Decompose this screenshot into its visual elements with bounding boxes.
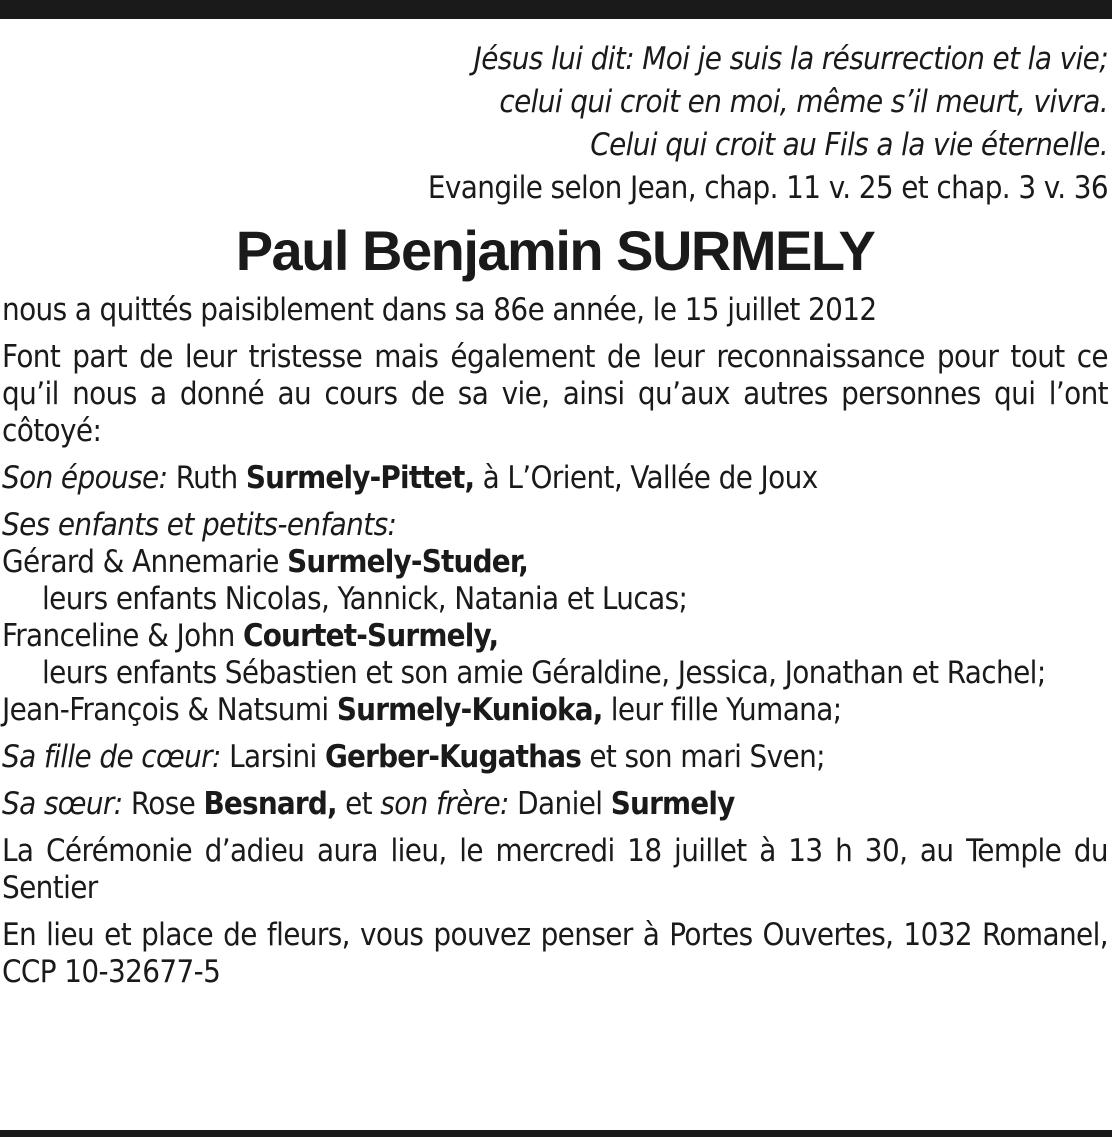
family-surname: Surmely-Studer, [287, 544, 529, 580]
family-child: leur fille Yumana; [610, 692, 842, 728]
grandchildren-line: leurs enfants Nicolas, Yannick, Natania et Lucas; [42, 581, 688, 617]
quote-line-2: celui qui croit en moi, même s’il meurt, vivra. [499, 84, 1108, 120]
family-first-names: Gérard & Annemarie [2, 544, 279, 580]
heart-daughter-surname: Gerber-Kugathas [324, 739, 582, 775]
quote-line-1: Jésus lui dit: Moi je suis la résurrection et la vie; [473, 41, 1108, 77]
spouse-first-name: Ruth [175, 460, 238, 496]
sister-first-name: Rose [130, 786, 196, 822]
sister-surname: Besnard, [203, 786, 337, 822]
family-surname: Courtet-Surmely, [243, 618, 499, 654]
spouse-label: Son épouse: [2, 460, 168, 496]
grandchildren-line: leurs enfants Sébastien et son amie Géraldine, Jessica, Jonathan et Rachel; [42, 655, 1046, 691]
heart-daughter-first-name: Larsini [229, 739, 317, 775]
spouse-location: à L’Orient, Vallée de Joux [482, 460, 818, 496]
family-line [2, 544, 1108, 581]
bible-quote [2, 38, 1108, 210]
bottom-rule [0, 1130, 1112, 1137]
siblings-connector: et [345, 786, 373, 822]
brother-first-name: Daniel [517, 786, 603, 822]
ceremony-info: La Cérémonie d’adieu aura lieu, le mercredi 18 juillet à 13 h 30, au Temple du Sentier [2, 833, 1108, 906]
flowers-info: En lieu et place de fleurs, vous pouvez penser à Portes Ouvertes, 1032 Romanel, CCP 10-32677-5 [2, 917, 1108, 990]
family-line [2, 618, 1108, 655]
brother-label: son frère: [380, 786, 509, 822]
sister-label: Sa sœur: [2, 786, 123, 822]
children-label: Ses enfants et petits-enfants: [2, 507, 397, 543]
siblings-line [2, 786, 1108, 823]
quote-reference: Evangile selon Jean, chap. 11 v. 25 et chap. 3 v. 36 [427, 170, 1108, 206]
heart-daughter-line [2, 739, 1108, 776]
family-first-names: Franceline & John [2, 618, 235, 654]
family-line [2, 692, 1108, 729]
spouse-line [2, 460, 1108, 497]
family-surname: Surmely-Kunioka, [336, 692, 603, 728]
spouse-surname: Surmely-Pittet, [245, 460, 475, 496]
family-first-names: Jean-François & Natsumi [2, 692, 329, 728]
children-block [2, 507, 1108, 729]
top-rule [0, 0, 1112, 19]
announcement: Font part de leur tristesse mais également de leur reconnaissance pour tout ce qu’il nous a donné au cours de sa vie, ainsi qu’aux autres personnes qui l’ont côtoyé: [2, 339, 1108, 449]
obituary-notice [2, 38, 1108, 1001]
quote-line-3: Celui qui croit au Fils a la vie éternelle. [590, 127, 1108, 163]
brother-surname: Surmely [610, 786, 735, 822]
heart-daughter-label: Sa fille de cœur: [2, 739, 221, 775]
deceased-name: Paul Benjamin SURMELY [235, 219, 875, 282]
passing-line: nous a quittés paisiblement dans sa 86e année, le 15 juillet 2012 [2, 292, 877, 328]
heart-daughter-rest: et son mari Sven; [589, 739, 825, 775]
